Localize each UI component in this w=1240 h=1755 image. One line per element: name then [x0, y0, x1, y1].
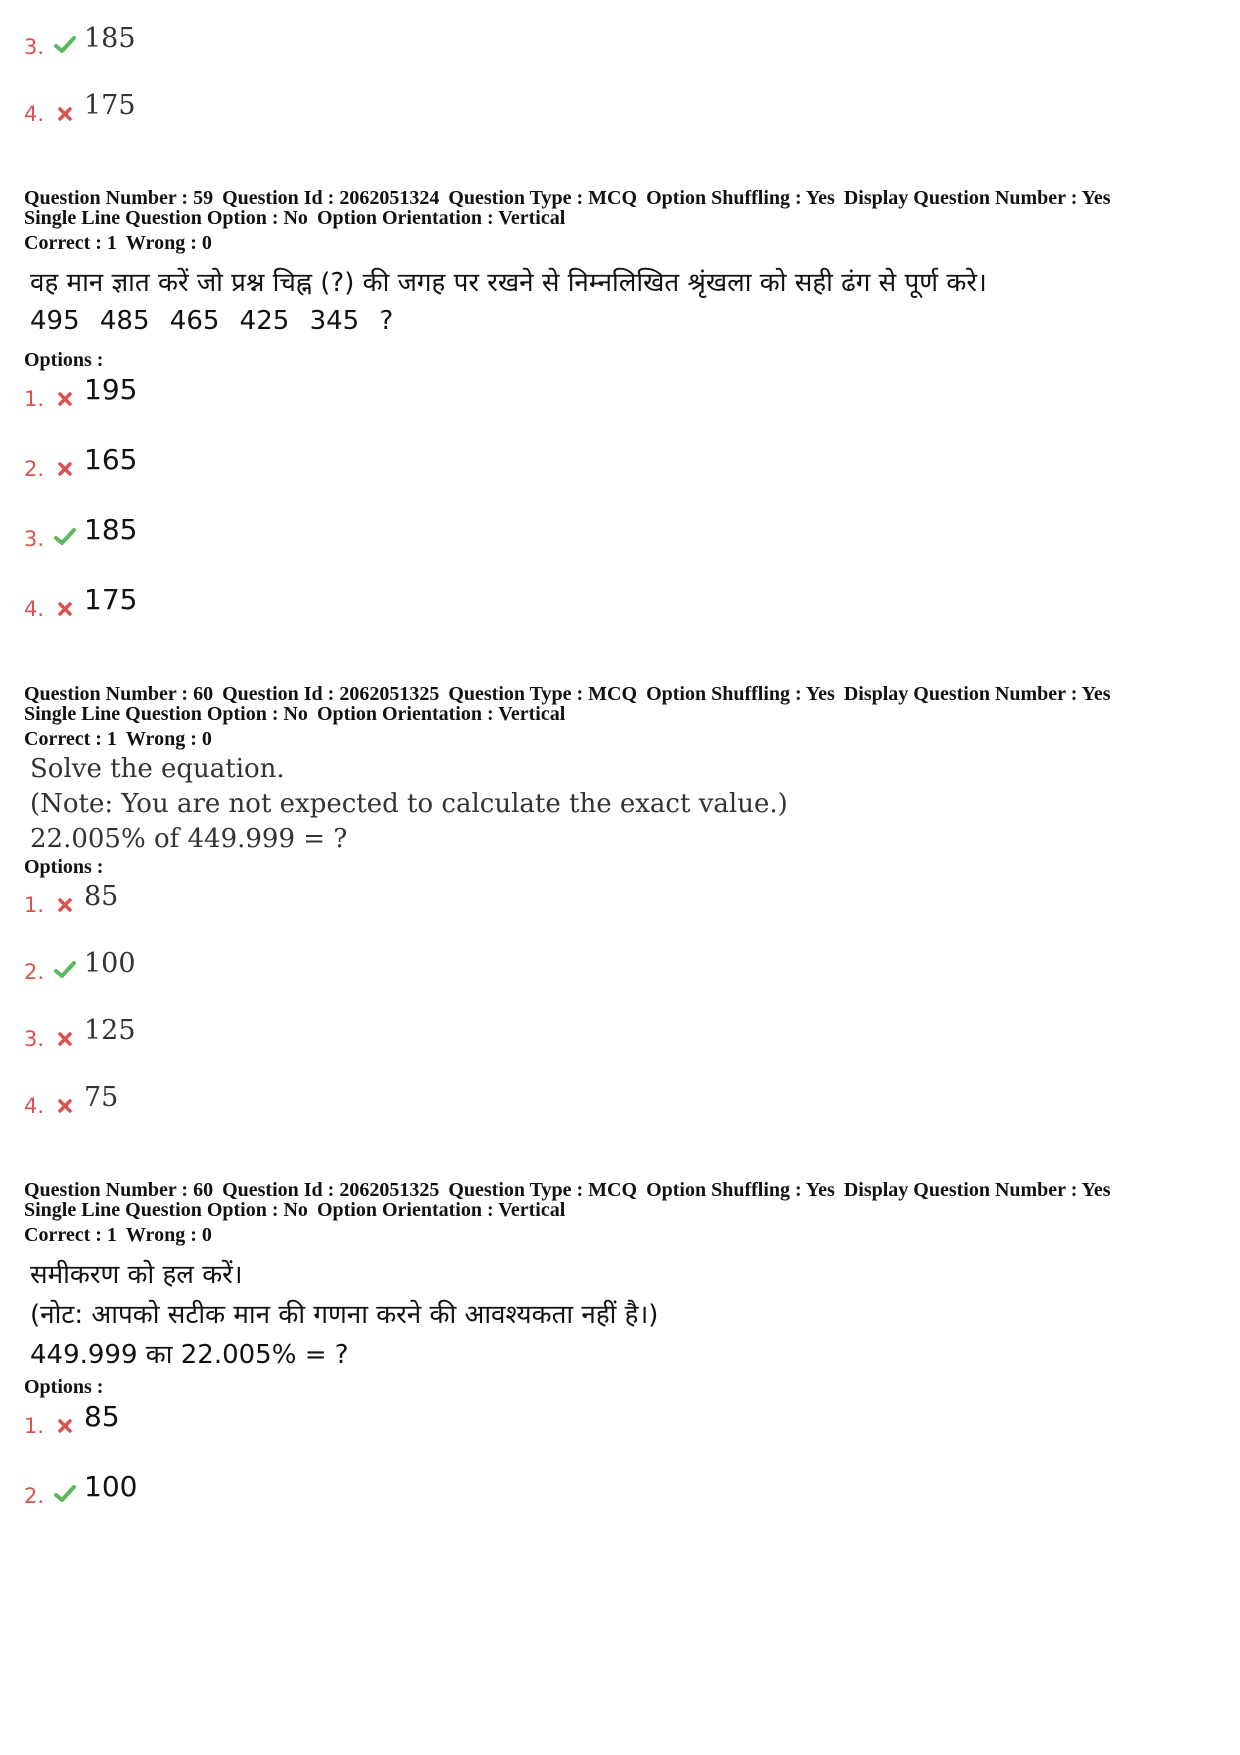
option-number: 3.: [24, 35, 45, 59]
question-text: समीकरण को हल करें।: [30, 1260, 243, 1290]
option-row: [24, 85, 136, 125]
option-row: [24, 876, 118, 916]
option-value: 75: [84, 1082, 119, 1113]
option-value: 185: [84, 513, 138, 546]
option-value: 165: [84, 443, 138, 476]
option-row: [24, 370, 137, 410]
option-number: 1.: [24, 387, 45, 411]
options-label: Options :: [24, 856, 104, 878]
question-text: वह मान ज्ञात करें जो प्रश्न चिह्न (?) की जगह पर रखने से निम्नलिखित श्रृंखला को सही ढंग से पूर्ण करे।: [30, 268, 987, 298]
option-number: 4.: [24, 1094, 45, 1118]
question-equation: 449.999 का 22.005% = ?: [30, 1340, 349, 1370]
option-value: 85: [84, 1400, 120, 1433]
option-row: [24, 943, 136, 983]
question-meta-line: Single Line Question Option : No Option Orientation : Vertical: [24, 207, 566, 229]
cross-icon: [50, 602, 80, 616]
option-row: [24, 1397, 120, 1437]
cross-icon: [50, 898, 80, 912]
question-note: (नोट: आपको सटीक मान की गणना करने की आवश्यकता नहीं है।): [30, 1300, 659, 1330]
question-meta-line: Question Number : 59 Question Id : 2062051324 Question Type : MCQ Option Shuffling : Yes Display Question Number : Yes: [24, 187, 1111, 209]
question-text: Solve the equation. (Note: You are not expected to calculate the exact value.) 22.005% of 449.999 = ?: [30, 754, 788, 854]
option-row: [24, 510, 137, 550]
option-value: 125: [84, 1015, 136, 1046]
option-row: [24, 440, 137, 480]
question-meta-line: Single Line Question Option : No Option Orientation : Vertical: [24, 1199, 566, 1221]
option-row: [24, 580, 137, 620]
cross-icon: [50, 392, 80, 406]
cross-icon: [50, 1032, 80, 1046]
option-number: 1.: [24, 893, 45, 917]
cross-icon: [50, 1099, 80, 1113]
cross-icon: [50, 462, 80, 476]
option-row: [24, 18, 136, 58]
option-number: 2.: [24, 960, 45, 984]
option-value: 85: [84, 881, 119, 912]
option-value: 100: [84, 948, 136, 979]
check-icon: [50, 528, 80, 546]
option-number: 2.: [24, 1484, 45, 1508]
question-score-line: Correct : 1 Wrong : 0: [24, 232, 212, 254]
question-meta-line: Question Number : 60 Question Id : 2062051325 Question Type : MCQ Option Shuffling : Yes Display Question Number : Yes: [24, 1179, 1111, 1201]
option-value: 185: [84, 23, 136, 54]
option-value: 175: [84, 90, 136, 121]
options-label: Options :: [24, 1376, 104, 1398]
question-series: 495 485 465 425 345 ?: [30, 306, 394, 336]
option-value: 195: [84, 373, 138, 406]
option-number: 2.: [24, 457, 45, 481]
option-number: 4.: [24, 102, 45, 126]
option-value: 175: [84, 583, 138, 616]
option-value: 100: [84, 1470, 138, 1503]
check-icon: [50, 36, 80, 54]
option-number: 1.: [24, 1414, 45, 1438]
options-label: Options :: [24, 349, 104, 371]
check-icon: [50, 961, 80, 979]
cross-icon: [50, 107, 80, 121]
question-score-line: Correct : 1 Wrong : 0: [24, 728, 212, 750]
check-icon: [50, 1485, 80, 1503]
cross-icon: [50, 1419, 80, 1433]
question-meta-line: Question Number : 60 Question Id : 2062051325 Question Type : MCQ Option Shuffling : Yes Display Question Number : Yes: [24, 683, 1111, 705]
option-number: 3.: [24, 1027, 45, 1051]
option-number: 4.: [24, 597, 45, 621]
option-row: [24, 1467, 137, 1507]
question-meta-line: Single Line Question Option : No Option Orientation : Vertical: [24, 703, 566, 725]
option-row: [24, 1010, 136, 1050]
question-score-line: Correct : 1 Wrong : 0: [24, 1224, 212, 1246]
option-row: [24, 1077, 118, 1117]
option-number: 3.: [24, 527, 45, 551]
